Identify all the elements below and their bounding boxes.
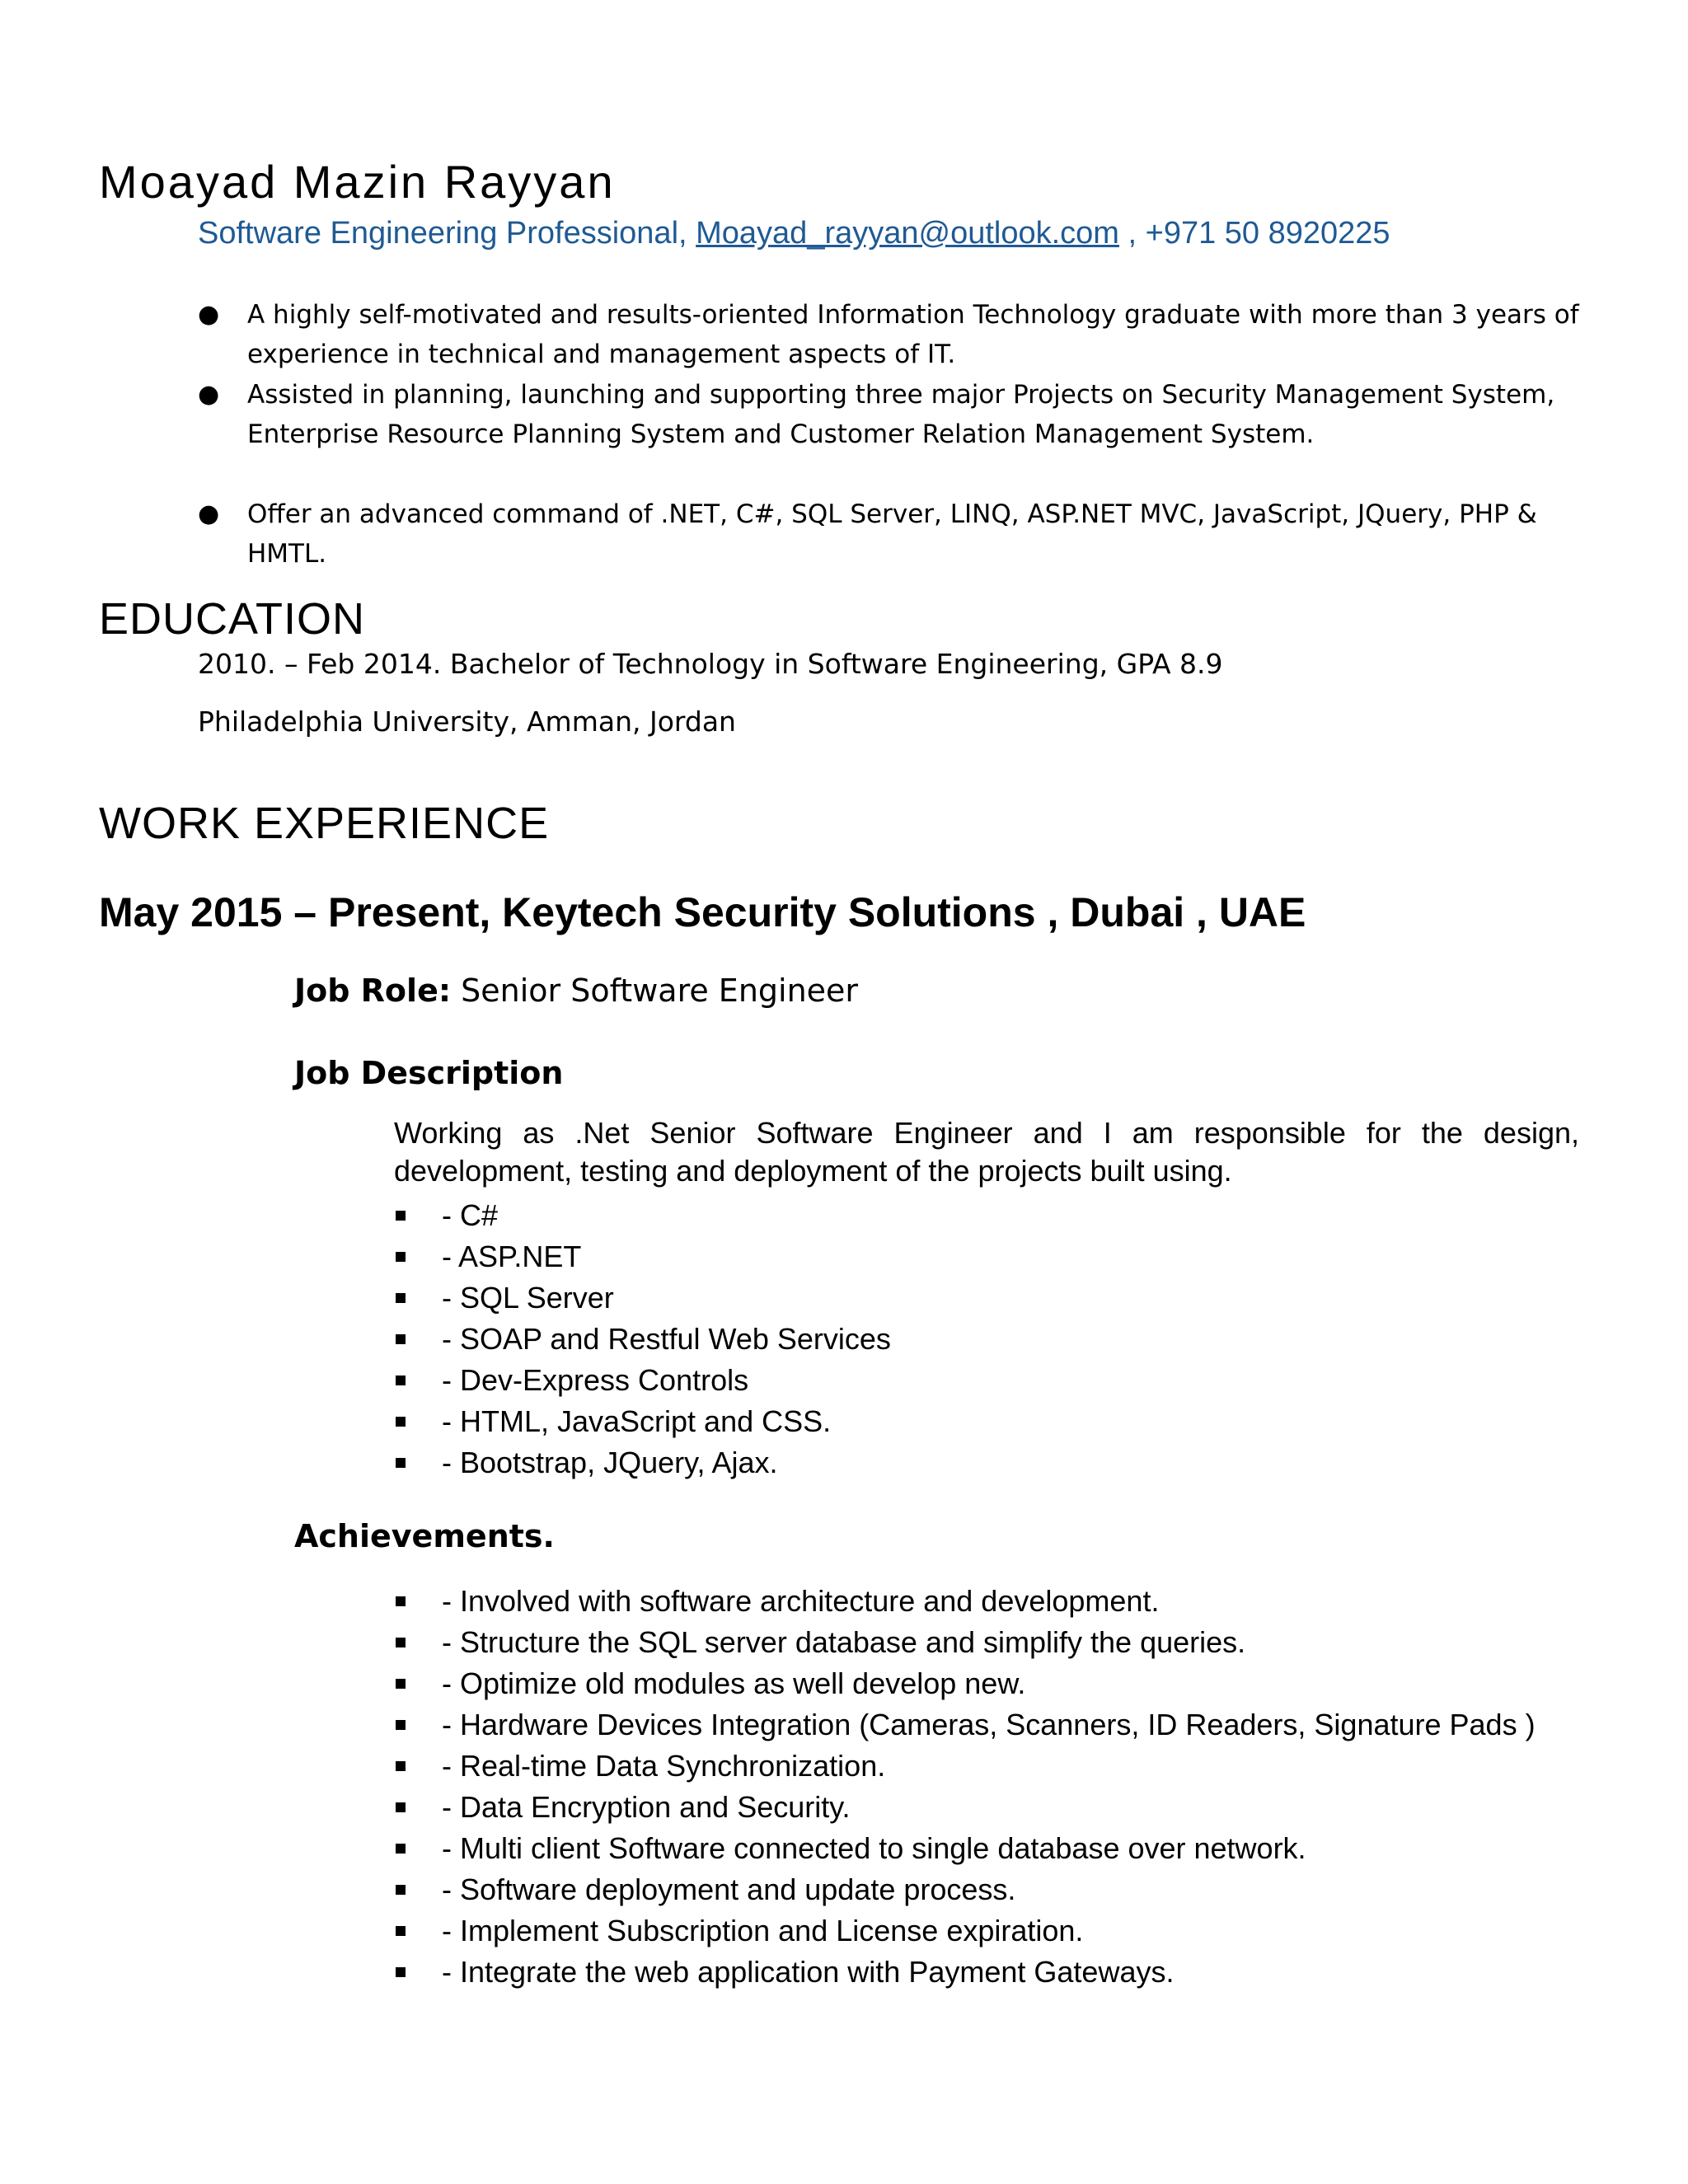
email-link[interactable]: Moayad_rayyan@outlook.com — [696, 216, 1119, 251]
square-bullet-icon — [396, 1885, 406, 1895]
square-bullet-icon — [396, 1334, 406, 1344]
square-bullet-icon — [396, 1638, 406, 1647]
job-description-label: Job Description — [294, 1055, 564, 1091]
job-role-label: Job Role: — [294, 972, 452, 1009]
square-bullet-icon — [396, 1761, 406, 1771]
job-role-value: Senior Software Engineer — [451, 972, 859, 1009]
square-bullet-icon — [396, 1417, 406, 1427]
summary-text: Offer an advanced command of .NET, C#, SQL Server, LINQ, ASP.NET MVC, JavaScript, JQuery, PHP & HMTL. — [247, 499, 1537, 569]
achievements-label: Achievements. — [294, 1518, 555, 1554]
square-bullet-icon — [396, 1252, 406, 1262]
square-bullet-icon — [396, 1720, 406, 1730]
bullet-icon: ● — [198, 300, 220, 329]
job-role — [294, 972, 858, 1009]
square-bullet-icon — [396, 1679, 406, 1689]
summary-item — [198, 295, 1582, 374]
square-bullet-icon — [396, 1458, 406, 1468]
education-university: Philadelphia University, Amman, Jordan — [198, 705, 736, 738]
job-title-heading: May 2015 – Present, Keytech Security Solutions , Dubai , UAE — [99, 889, 1306, 935]
square-bullet-icon — [396, 1376, 406, 1385]
job-description-text: Working as .Net Senior Software Engineer and I am responsible for the design, development, testing and deployment of the projects built using. — [394, 1116, 1579, 1188]
education-heading: EDUCATION — [99, 594, 366, 644]
resume-page: Moayad Mazin Rayyan Software Engineering Professional, Moayad_rayyan@outlook.com , +971 50 8920225 ● A highly self-motivated and results-oriented Information Technology graduate with more than 3 years of experience in technical and management aspects of IT. ● Assisted in planning, launching and supporting three major Projects on Security Management System, Enterprise Resource Planning System and Customer Relation Management System. ● Offer an advanced command of .NET, C#, SQL Server, LINQ, ASP.NET MVC, JavaScript, JQuery, PHP & HMTL. EDUCATION 2010. – Feb 2014. Bachelor of Technology in Software Engineering, GPA 8.9 Philadelphia University, Amman, Jordan WORK EXPERIENCE May 2015 – Present, Keytech Security Solutions , Dubai , UAE Job Role: Senior Software Engineer Job Description Working as .Net Senior Software Engineer and I am responsible for the design, development, testing and deployment of the projects built using. - C# - ASP.NET - SQL Server - SOAP and Restful Web Services - Dev-Express Controls - HTML, JavaScript and CSS. - Bootstrap, JQuery, Ajax. Achievements. - Involved with software architecture and development. - Structure the SQL server database and simplify the queries. - Optimize old modules as well develop new. - Hardware Devices Integration (Cameras, Scanners, ID Readers, Signature Pads ) - Real-time Data Synchronization. - Data Encryption and Security. - Multi client Software connected to single database over network. - Software deployment and update process. - Implement Subscription and License expiration. - Integrate the web application with Payment Gateways. — [0, 0, 1688, 2184]
summary-item — [198, 375, 1582, 454]
education-degree: 2010. – Feb 2014. Bachelor of Technology in Software Engineering, GPA 8.9 — [198, 648, 1223, 680]
square-bullet-icon — [396, 1293, 406, 1303]
bullet-icon: ● — [198, 499, 220, 528]
square-bullet-icon — [396, 1596, 406, 1606]
summary-text: A highly self-motivated and results-oriented Information Technology graduate with more than 3 years of experience in technical and management aspects of IT. — [247, 300, 1579, 369]
square-bullet-icon — [396, 1802, 406, 1812]
summary-item — [198, 494, 1582, 574]
contact-line — [198, 216, 1390, 251]
summary-text: Assisted in planning, launching and supporting three major Projects on Security Management System, Enterprise Resource Planning System and Customer Relation Management System. — [247, 380, 1555, 449]
phone-number: , +971 50 8920225 — [1118, 216, 1390, 251]
square-bullet-icon — [396, 1926, 406, 1936]
square-bullet-icon — [396, 1211, 406, 1221]
square-bullet-icon — [396, 1967, 406, 1977]
candidate-name: Moayad Mazin Rayyan — [99, 156, 616, 208]
square-bullet-icon — [396, 1844, 406, 1854]
bullet-icon: ● — [198, 380, 220, 409]
professional-title: Software Engineering Professional, — [198, 216, 696, 251]
work-experience-heading: WORK EXPERIENCE — [99, 799, 550, 848]
